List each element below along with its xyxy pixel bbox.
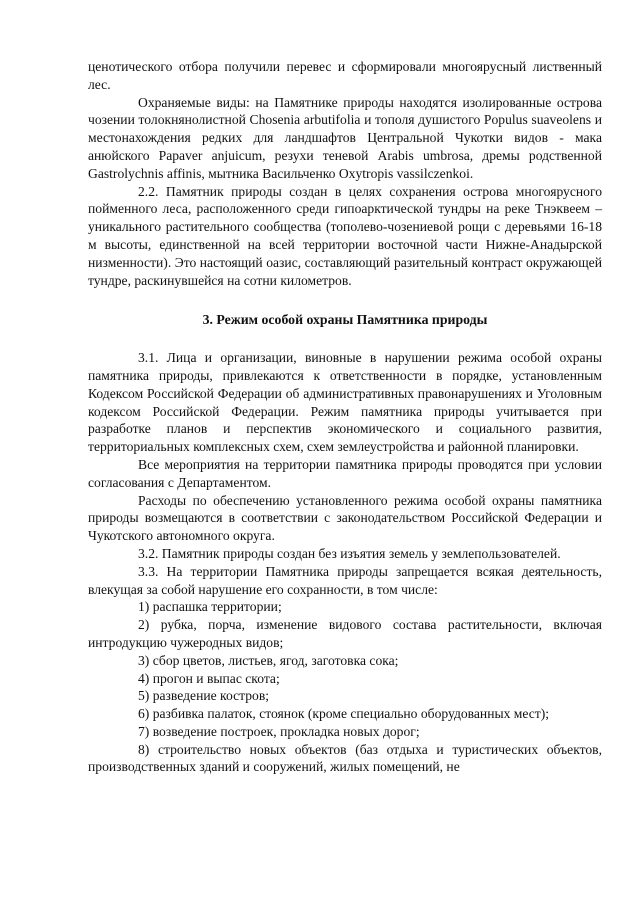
list-item: 6) разбивка палаток, стоянок (кроме специально оборудованных мест); [138,706,550,722]
paragraph-3-3: 3.3. На территории Памятника природы запрещается всякая деятельность, влекущая за собой нарушение его сохранности, в том числе: [88,563,602,597]
list-item: 2) рубка, порча, изменение видового состава растительности, включая интродукцию чужеродных видов; [88,617,602,650]
list-item: 3) сбор цветов, листьев, ягод, заготовка сока; [138,652,399,668]
list-item: 1) распашка территории; [138,599,282,615]
paragraph-intro-continued: ценотического отбора получили перевес и сформировали многоярусный лиственный лес. [88,59,602,92]
list-item: 7) возведение построек, прокладка новых дорог; [138,723,420,739]
paragraph-costs: Расходы по обеспечению установленного режима особой охраны памятника природы возмещаются в соответствии с законодательством Российской Федерации и Чукотского автономного округа. [88,492,602,544]
paragraph-2-2: 2.2. Памятник природы создан в целях сохранения острова многоярусного пойменного леса, расположенного среди гипоарктической тундры на реке Тнэквеем – уникального растительного сообщества (тополево-чозениевой рощи с деревьями 16-18 м высоты, единственной на всей территории восточной части Нижне-Анадырской низменности). Это настоящий оазис, составляющий разительный контраст окружающей тундре, раскинувшейся на сотни километров. [88,183,602,288]
document-page [88,58,602,776]
paragraph-events: Все мероприятия на территории памятника природы проводятся при условии согласования с Департаментом. [88,456,602,490]
section-3-heading: 3. Режим особой охраны Памятника природы [202,312,488,328]
paragraph-3-1: 3.1. Лица и организации, виновные в нарушении режима особой охраны памятника природы, привлекаются к ответственности в порядке, установленным Кодексом Российской Федерации об административных правонарушениях и Уголовным кодексом Российской Федерации. Режим памятника природы учитывается при разработке планов и перспектив экономического и социального развития, территориальных комплексных схем, схем землеустройства и районной планировки. [88,350,602,455]
list-item: 8) строительство новых объектов (баз отдыха и туристических объектов, производственных зданий и сооружений, жилых помещений, не [88,741,602,775]
list-item: 4) прогон и выпас скота; [138,670,280,686]
paragraph-protected-species: Охраняемые виды: на Памятнике природы находятся изолированные острова чозении толокнянолистной Chosenia arbutifolia и тополя душистого Populus suaveolens и местонахождения редких для ландшафтов Центральной Чукотки видов - мака анюйского Papaver anjuicum, резухи теневой Arabis umbrosa, дремы родственной Gastrolychnis affinis, мытника Васильченко Oxytropis vassilczenkoi. [88,94,602,181]
paragraph-3-2: 3.2. Памятник природы создан без изъятия земель у землепользователей. [138,545,561,561]
list-item: 5) разведение костров; [138,688,270,704]
